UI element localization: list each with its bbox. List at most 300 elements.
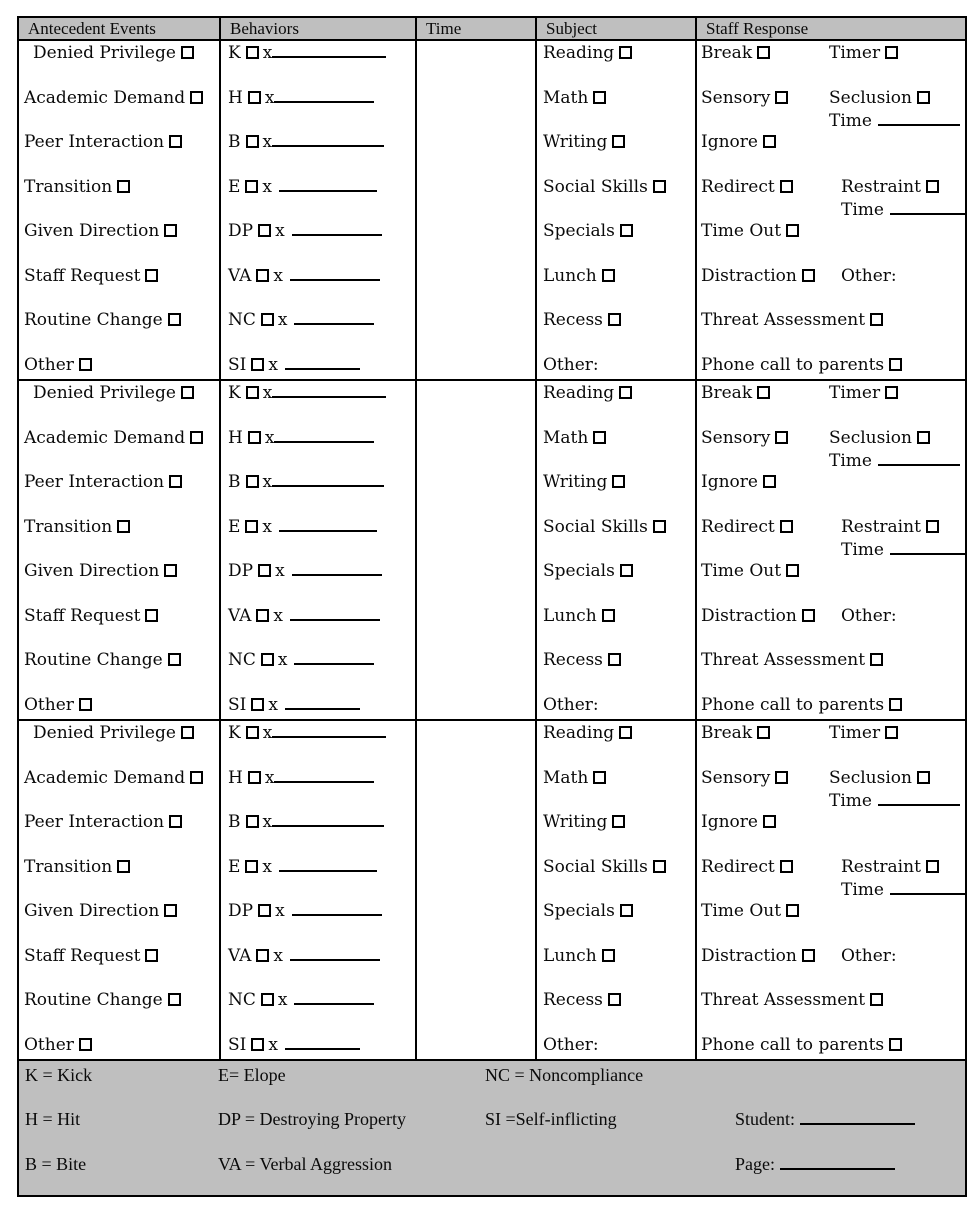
staff-response-row [701, 427, 965, 471]
staff-response-row [701, 946, 965, 967]
checkbox-icon[interactable] [763, 815, 776, 828]
behavior-row [228, 857, 415, 878]
antecedent-events-cell [19, 721, 221, 1059]
behavior-count-field[interactable] [279, 857, 377, 872]
antecedent-label: Routine Change [24, 990, 163, 1011]
antecedent-label: Academic Demand [24, 767, 186, 788]
checkbox-icon[interactable] [620, 224, 633, 237]
antecedent-row [24, 606, 219, 627]
time-cell[interactable] [417, 381, 537, 719]
checkbox-icon[interactable] [889, 698, 902, 711]
subject-label: Lunch [543, 605, 597, 626]
checkbox-icon[interactable] [926, 180, 939, 193]
subject-cell [537, 381, 697, 719]
behavior-code: VA [228, 265, 252, 286]
subject-row [543, 383, 695, 404]
checkbox-icon[interactable] [256, 269, 269, 282]
checkbox-icon[interactable] [802, 269, 815, 282]
threat-assessment-label: Threat Assessment [701, 650, 866, 671]
checkbox-icon[interactable] [802, 949, 815, 962]
subject-row [543, 428, 695, 449]
staff-response-row [701, 383, 965, 404]
checkbox-icon[interactable] [261, 993, 274, 1006]
staff-response-row [701, 266, 965, 287]
behavior-row [228, 946, 415, 967]
checkbox-icon[interactable] [775, 771, 788, 784]
checkbox-icon[interactable] [593, 771, 606, 784]
checkbox-icon[interactable] [608, 993, 621, 1006]
checkbox-icon[interactable] [802, 609, 815, 622]
antecedent-label: Other [24, 1034, 74, 1055]
checkbox-icon[interactable] [620, 564, 633, 577]
subject-row [543, 132, 695, 153]
antecedent-label: Peer Interaction [24, 472, 165, 493]
antecedent-row [24, 901, 219, 922]
subject-row [543, 723, 695, 744]
subject-label: Math [543, 427, 589, 448]
behavior-count-field[interactable] [294, 990, 374, 1005]
staff-response-row [701, 472, 965, 493]
seclusion-label: Seclusion [829, 767, 912, 788]
time-out-label: Time Out [701, 901, 782, 922]
checkbox-icon[interactable] [168, 313, 181, 326]
checkbox-icon[interactable] [181, 726, 194, 739]
subject-label: Lunch [543, 945, 597, 966]
checkbox-icon[interactable] [261, 313, 274, 326]
behavior-x-label: x [275, 561, 285, 582]
behavior-x-label: x [262, 132, 273, 153]
behavior-code: K [228, 43, 241, 63]
behavior-row [228, 650, 415, 671]
checkbox-icon[interactable] [246, 815, 259, 828]
checkbox-icon[interactable] [251, 1038, 264, 1051]
behavior-count-field[interactable] [292, 561, 382, 576]
checkbox-icon[interactable] [780, 860, 793, 873]
checkbox-icon[interactable] [258, 224, 271, 237]
checkbox-icon[interactable] [602, 609, 615, 622]
checkbox-icon[interactable] [169, 475, 182, 488]
checkbox-icon[interactable] [926, 860, 939, 873]
antecedent-label: Transition [24, 856, 113, 877]
break-label: Break [701, 723, 753, 743]
behavior-row [228, 88, 415, 109]
checkbox-icon[interactable] [917, 771, 930, 784]
antecedent-row [24, 561, 219, 582]
checkbox-icon[interactable] [757, 46, 770, 59]
restraint-time-field[interactable] [890, 540, 966, 555]
time-out-label: Time Out [701, 561, 782, 582]
behavior-row [228, 517, 415, 538]
distraction-label: Distraction [701, 265, 797, 286]
behavior-code: B [228, 132, 241, 153]
checkbox-icon[interactable] [608, 653, 621, 666]
behavior-row [228, 383, 415, 404]
checkbox-icon[interactable] [246, 726, 259, 739]
time-cell[interactable] [417, 721, 537, 1059]
checkbox-icon[interactable] [190, 91, 203, 104]
checkbox-icon[interactable] [885, 726, 898, 739]
checkbox-icon[interactable] [79, 358, 92, 371]
staff-response-row [701, 723, 965, 744]
behavior-count-field[interactable] [272, 43, 386, 58]
behavior-row [228, 695, 415, 716]
behavior-count-field[interactable] [272, 812, 384, 827]
legend-item-bite: B = Bite [25, 1154, 87, 1174]
ignore-label: Ignore [701, 472, 758, 493]
checkbox-icon[interactable] [763, 135, 776, 148]
checkbox-icon[interactable] [164, 224, 177, 237]
behavior-x-label: x [262, 723, 273, 743]
subject-row [543, 88, 695, 109]
subject-other-label: Other: [543, 694, 599, 715]
staff-other-label: Other: [841, 605, 897, 626]
behavior-x-label: x [262, 383, 273, 403]
antecedent-label: Other [24, 354, 74, 375]
checkbox-icon[interactable] [258, 904, 271, 917]
antecedent-row [24, 221, 219, 242]
behavior-count-field[interactable] [272, 472, 384, 487]
behavior-count-field[interactable] [290, 606, 380, 621]
antecedent-label: Transition [24, 176, 113, 197]
checkbox-icon[interactable] [79, 1038, 92, 1051]
checkbox-icon[interactable] [653, 180, 666, 193]
page-label: Page: [735, 1154, 775, 1174]
antecedent-row [24, 355, 219, 376]
subject-row [543, 561, 695, 582]
behavior-count-field[interactable] [274, 428, 374, 443]
checkbox-icon[interactable] [917, 91, 930, 104]
checkbox-icon[interactable] [245, 860, 258, 873]
distraction-label: Distraction [701, 945, 797, 966]
antecedent-row [24, 43, 219, 64]
subject-other-label: Other: [543, 1034, 599, 1055]
checkbox-icon[interactable] [248, 91, 261, 104]
antecedent-label: Denied Privilege [33, 43, 176, 63]
staff-response-cell [697, 721, 965, 1059]
checkbox-icon[interactable] [190, 771, 203, 784]
checkbox-icon[interactable] [885, 386, 898, 399]
checkbox-icon[interactable] [612, 135, 625, 148]
subject-label: Writing [543, 132, 608, 153]
antecedent-label: Staff Request [24, 945, 141, 966]
behavior-count-field[interactable] [279, 517, 377, 532]
checkbox-icon[interactable] [593, 431, 606, 444]
legend-spacer [485, 1154, 735, 1195]
legend-item-self-inflicting: SI =Self-inflicting [485, 1109, 617, 1129]
checkbox-icon[interactable] [245, 180, 258, 193]
subject-label: Specials [543, 901, 615, 922]
antecedent-row [24, 383, 219, 404]
behavior-x-label: x [277, 990, 288, 1011]
antecedent-label: Routine Change [24, 310, 163, 331]
antecedent-label: Academic Demand [24, 87, 186, 108]
restraint-time-label: Time [841, 879, 884, 900]
checkbox-icon[interactable] [251, 358, 264, 371]
behavior-x-label: x [275, 901, 285, 922]
subject-label: Specials [543, 221, 615, 242]
checkbox-icon[interactable] [261, 653, 274, 666]
antecedent-label: Academic Demand [24, 427, 186, 448]
table-header-row [19, 18, 965, 41]
legend-item-verbal-aggression: VA = Verbal Aggression [218, 1154, 392, 1174]
seclusion-time-label: Time [829, 790, 872, 811]
checkbox-icon[interactable] [168, 993, 181, 1006]
checkbox-icon[interactable] [757, 386, 770, 399]
checkbox-icon[interactable] [889, 1038, 902, 1051]
subject-row [543, 355, 695, 376]
behavior-count-field[interactable] [274, 768, 374, 783]
checkbox-icon[interactable] [248, 771, 261, 784]
behavior-code: K [228, 383, 241, 403]
behavior-row [228, 768, 415, 789]
checkbox-icon[interactable] [169, 135, 182, 148]
behavior-count-field[interactable] [285, 355, 360, 370]
behavior-code: B [228, 812, 241, 833]
checkbox-icon[interactable] [763, 475, 776, 488]
behavior-row [228, 723, 415, 744]
checkbox-icon[interactable] [619, 46, 632, 59]
sensory-label: Sensory [701, 767, 771, 788]
checkbox-icon[interactable] [593, 91, 606, 104]
checkbox-icon[interactable] [619, 726, 632, 739]
checkbox-icon[interactable] [256, 949, 269, 962]
behavior-row [228, 901, 415, 922]
staff-response-row [701, 561, 965, 582]
subject-row [543, 768, 695, 789]
legend-item-destroying-property: DP = Destroying Property [218, 1109, 406, 1129]
subject-row [543, 472, 695, 493]
antecedent-row [24, 768, 219, 789]
sensory-label: Sensory [701, 427, 771, 448]
checkbox-icon[interactable] [602, 269, 615, 282]
checkbox-icon[interactable] [145, 949, 158, 962]
legend-item-hit: H = Hit [25, 1109, 81, 1129]
checkbox-icon[interactable] [775, 431, 788, 444]
subject-label: Recess [543, 650, 603, 671]
staff-response-cell [697, 41, 965, 379]
subject-row [543, 695, 695, 716]
behavior-x-label: x [268, 354, 278, 375]
checkbox-icon[interactable] [79, 698, 92, 711]
subject-row [543, 990, 695, 1011]
checkbox-icon[interactable] [608, 313, 621, 326]
behavior-row [228, 266, 415, 287]
behavior-x-label: x [277, 310, 288, 331]
record-block [19, 41, 965, 381]
staff-response-row [701, 1035, 965, 1056]
checkbox-icon[interactable] [168, 653, 181, 666]
checkbox-icon[interactable] [620, 904, 633, 917]
page-field-line[interactable] [780, 1155, 895, 1170]
antecedent-label: Peer Interaction [24, 812, 165, 833]
checkbox-icon[interactable] [246, 475, 259, 488]
time-out-label: Time Out [701, 221, 782, 242]
seclusion-time-field[interactable] [878, 791, 960, 806]
checkbox-icon[interactable] [870, 313, 883, 326]
behavior-row [228, 606, 415, 627]
checkbox-icon[interactable] [602, 949, 615, 962]
staff-response-row [701, 812, 965, 833]
checkbox-icon[interactable] [246, 46, 259, 59]
checkbox-icon[interactable] [786, 224, 799, 237]
restraint-label: Restraint [841, 856, 921, 877]
checkbox-icon[interactable] [780, 520, 793, 533]
checkbox-icon[interactable] [775, 91, 788, 104]
checkbox-icon[interactable] [258, 564, 271, 577]
checkbox-icon[interactable] [190, 431, 203, 444]
behavior-count-field[interactable] [294, 650, 374, 665]
subject-label: Reading [543, 723, 615, 743]
behavior-code: DP [228, 901, 254, 922]
seclusion-time-label: Time [829, 110, 872, 131]
behavior-code: H [228, 767, 243, 788]
checkbox-icon[interactable] [885, 46, 898, 59]
checkbox-icon[interactable] [612, 475, 625, 488]
seclusion-time-field[interactable] [878, 111, 960, 126]
subject-other-label: Other: [543, 354, 599, 375]
behavior-count-field[interactable] [272, 723, 386, 738]
subject-label: Recess [543, 310, 603, 331]
behavior-x-label: x [268, 1034, 278, 1055]
subject-label: Lunch [543, 265, 597, 286]
threat-assessment-label: Threat Assessment [701, 990, 866, 1011]
staff-response-row [701, 310, 965, 331]
antecedent-row [24, 857, 219, 878]
legend-footer [19, 1061, 965, 1195]
behavior-count-field[interactable] [274, 88, 374, 103]
checkbox-icon[interactable] [256, 609, 269, 622]
subject-row [543, 812, 695, 833]
checkbox-icon[interactable] [786, 904, 799, 917]
behavior-row [228, 177, 415, 198]
checkbox-icon[interactable] [164, 904, 177, 917]
checkbox-icon[interactable] [181, 386, 194, 399]
staff-response-row [701, 355, 965, 376]
seclusion-time-label: Time [829, 450, 872, 471]
behavior-count-field[interactable] [285, 695, 360, 710]
checkbox-icon[interactable] [117, 520, 130, 533]
checkbox-icon[interactable] [181, 46, 194, 59]
antecedent-row [24, 132, 219, 153]
checkbox-icon[interactable] [780, 180, 793, 193]
data-table [17, 16, 967, 1197]
subject-row [543, 606, 695, 627]
behavior-x-label: x [277, 650, 288, 671]
checkbox-icon[interactable] [786, 564, 799, 577]
redirect-label: Redirect [701, 516, 775, 537]
behavior-row [228, 355, 415, 376]
restraint-label: Restraint [841, 516, 921, 537]
behavior-x-label: x [275, 221, 285, 242]
behavior-count-field[interactable] [294, 310, 374, 325]
legend-item-kick: K = Kick [25, 1065, 93, 1085]
behaviors-cell [221, 41, 417, 379]
restraint-time-field[interactable] [890, 880, 966, 895]
behavior-count-field[interactable] [279, 177, 377, 192]
checkbox-icon[interactable] [246, 135, 259, 148]
checkbox-icon[interactable] [248, 431, 261, 444]
phone-call-label: Phone call to parents [701, 354, 885, 375]
checkbox-icon[interactable] [246, 386, 259, 399]
staff-response-row [701, 132, 965, 153]
restraint-time-label: Time [841, 539, 884, 560]
checkbox-icon[interactable] [117, 860, 130, 873]
behavior-count-field[interactable] [285, 1035, 360, 1050]
antecedent-label: Routine Change [24, 650, 163, 671]
checkbox-icon[interactable] [757, 726, 770, 739]
behavior-code: H [228, 87, 243, 108]
behavior-code: DP [228, 561, 254, 582]
checkbox-icon[interactable] [169, 815, 182, 828]
checkbox-icon[interactable] [619, 386, 632, 399]
checkbox-icon[interactable] [917, 431, 930, 444]
checkbox-icon[interactable] [870, 653, 883, 666]
behavior-count-field[interactable] [290, 266, 380, 281]
behavior-x-label: x [262, 43, 273, 63]
behavior-x-label: x [264, 427, 275, 448]
antecedent-row [24, 517, 219, 538]
behavior-x-label: x [262, 516, 273, 537]
checkbox-icon[interactable] [612, 815, 625, 828]
behavior-count-field[interactable] [292, 221, 382, 236]
subject-label: Math [543, 767, 589, 788]
behavior-count-field[interactable] [292, 901, 382, 916]
checkbox-icon[interactable] [164, 564, 177, 577]
subject-row [543, 266, 695, 287]
legend-item-elope: E= Elope [218, 1065, 286, 1085]
ignore-label: Ignore [701, 812, 758, 833]
break-label: Break [701, 43, 753, 63]
student-field-line[interactable] [800, 1110, 915, 1125]
behavior-count-field[interactable] [272, 383, 386, 398]
behavior-x-label: x [262, 812, 273, 833]
behavior-count-field[interactable] [290, 946, 380, 961]
behavior-code: K [228, 723, 241, 743]
subject-row [543, 43, 695, 64]
seclusion-time-field[interactable] [878, 451, 960, 466]
subject-label: Social Skills [543, 856, 648, 877]
checkbox-icon[interactable] [145, 609, 158, 622]
subject-label: Reading [543, 43, 615, 63]
behavior-x-label: x [268, 694, 278, 715]
page-field-row [735, 1154, 965, 1195]
checkbox-icon[interactable] [889, 358, 902, 371]
student-field-row [735, 1109, 965, 1154]
checkbox-icon[interactable] [145, 269, 158, 282]
subject-row [543, 1035, 695, 1056]
checkbox-icon[interactable] [870, 993, 883, 1006]
checkbox-icon[interactable] [251, 698, 264, 711]
behavior-code: VA [228, 945, 252, 966]
restraint-time-field[interactable] [890, 200, 966, 215]
checkbox-icon[interactable] [926, 520, 939, 533]
antecedent-row [24, 266, 219, 287]
behavior-code: B [228, 472, 241, 493]
antecedent-row [24, 428, 219, 449]
behavior-count-field[interactable] [272, 132, 384, 147]
phone-call-label: Phone call to parents [701, 694, 885, 715]
restraint-label: Restraint [841, 176, 921, 197]
behavior-code: E [228, 856, 241, 877]
behavior-code: NC [228, 310, 256, 331]
time-cell[interactable] [417, 41, 537, 379]
checkbox-icon[interactable] [653, 860, 666, 873]
checkbox-icon[interactable] [245, 520, 258, 533]
subject-row [543, 946, 695, 967]
checkbox-icon[interactable] [117, 180, 130, 193]
checkbox-icon[interactable] [653, 520, 666, 533]
subject-row [543, 310, 695, 331]
